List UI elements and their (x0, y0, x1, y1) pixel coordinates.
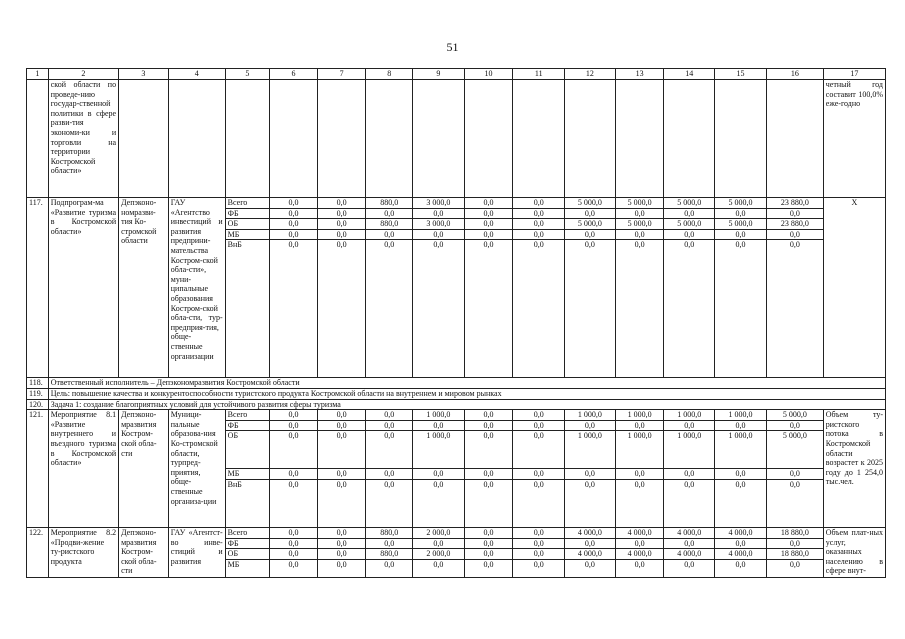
amount-cell: 1 000,0 (412, 431, 464, 469)
amount-cell: 0,0 (464, 549, 513, 560)
amount-cell: 0,0 (513, 219, 565, 230)
amount-cell: 0,0 (715, 420, 767, 431)
amount-cell: 0,0 (664, 420, 715, 431)
empty-cell (664, 80, 715, 198)
amount-cell: 0,0 (366, 410, 413, 421)
amount-cell: 0,0 (412, 479, 464, 527)
amount-cell: 0,0 (513, 208, 565, 219)
amount-cell: 0,0 (565, 208, 616, 219)
amount-cell: 0,0 (464, 229, 513, 240)
empty-cell (225, 80, 270, 198)
amount-cell: 0,0 (513, 559, 565, 577)
funding-source: ФБ (225, 420, 270, 431)
responsible-executor: Депэконо-номразви-тия Ко-стромской области (119, 198, 169, 378)
amount-cell: 1 000,0 (615, 410, 664, 421)
amount-cell: 0,0 (664, 208, 715, 219)
amount-cell: 0,0 (317, 240, 366, 378)
amount-cell: 0,0 (715, 559, 767, 577)
participants: Муници-пальные образова-ния Ко-стромской области, турпред-приятия, обще-ственные организа-ции (168, 410, 225, 528)
funding-source: Всего (225, 527, 270, 538)
amount-cell: 0,0 (664, 479, 715, 527)
column-header-5: 5 (225, 69, 270, 80)
amount-cell: 0,0 (366, 240, 413, 378)
empty-cell (168, 80, 225, 198)
measure-name: Мероприятие 8.2 «Продви-жение ту-ристского продукта (48, 527, 118, 577)
amount-cell: 0,0 (513, 240, 565, 378)
amount-cell: 0,0 (615, 240, 664, 378)
amount-cell: 0,0 (270, 479, 318, 527)
amount-cell: 1 000,0 (412, 410, 464, 421)
amount-cell: 0,0 (464, 527, 513, 538)
amount-cell: 5 000,0 (766, 410, 823, 421)
header-row (27, 69, 886, 80)
funding-source: Всего (225, 198, 270, 209)
amount-cell: 0,0 (464, 538, 513, 549)
amount-cell: 0,0 (366, 229, 413, 240)
column-header-2: 2 (48, 69, 118, 80)
amount-cell: 0,0 (513, 469, 565, 480)
amount-cell: 0,0 (715, 229, 767, 240)
amount-cell: 0,0 (366, 559, 413, 577)
empty-cell (27, 80, 49, 198)
responsible-executor: Депэконо-мразвития Костром-ской обла-сти (119, 527, 169, 577)
amount-cell: 0,0 (766, 469, 823, 480)
amount-cell: 0,0 (317, 420, 366, 431)
target-indicator: Объем плат-ных услуг, оказанных населению в сфере внут- (823, 527, 885, 577)
amount-cell: 880,0 (366, 549, 413, 560)
target-indicator: Объем ту-ристского потока в Костромской области возрастет к 2025 году до 1 254,0 тыс.чел. (823, 410, 885, 528)
amount-cell: 0,0 (766, 479, 823, 527)
amount-cell: 0,0 (664, 240, 715, 378)
target-indicator: Х (823, 198, 885, 378)
amount-cell: 0,0 (513, 479, 565, 527)
amount-cell: 0,0 (270, 208, 318, 219)
amount-cell: 0,0 (565, 538, 616, 549)
amount-cell: 0,0 (565, 229, 616, 240)
amount-cell: 0,0 (270, 240, 318, 378)
amount-cell: 5 000,0 (766, 431, 823, 469)
participants: ГАУ «Агентство инвестиций и развития предприни-мательства Костром-ской обла-сти», муни-ципальные образования Костром-ской обла-сти, тур-предприя-тия, обще-ственные организации (168, 198, 225, 378)
amount-cell: 0,0 (412, 240, 464, 378)
amount-cell: 0,0 (464, 559, 513, 577)
empty-cell (565, 80, 616, 198)
amount-cell: 0,0 (565, 420, 616, 431)
amount-cell: 0,0 (464, 479, 513, 527)
amount-cell: 5 000,0 (664, 219, 715, 230)
amount-cell: 4 000,0 (664, 527, 715, 538)
amount-cell: 0,0 (615, 479, 664, 527)
amount-cell: 0,0 (615, 420, 664, 431)
amount-cell: 0,0 (766, 240, 823, 378)
amount-cell: 0,0 (270, 538, 318, 549)
amount-cell: 0,0 (412, 420, 464, 431)
amount-cell: 0,0 (317, 479, 366, 527)
amount-cell: 0,0 (317, 549, 366, 560)
r122-subrow (27, 527, 886, 538)
budget-table (26, 68, 886, 578)
amount-cell: 18 880,0 (766, 527, 823, 538)
column-header-17: 17 (823, 69, 885, 80)
empty-cell (317, 80, 366, 198)
column-header-10: 10 (464, 69, 513, 80)
row-number: 119. (27, 388, 49, 399)
amount-cell: 0,0 (317, 208, 366, 219)
row-number: 118. (27, 378, 49, 389)
funding-source: ВнБ (225, 240, 270, 378)
amount-cell: 4 000,0 (664, 549, 715, 560)
column-header-11: 11 (513, 69, 565, 80)
empty-cell (366, 80, 413, 198)
amount-cell: 0,0 (464, 219, 513, 230)
funding-source: МБ (225, 559, 270, 577)
empty-cell (615, 80, 664, 198)
amount-cell: 0,0 (464, 208, 513, 219)
r120-row (27, 399, 886, 410)
amount-cell: 1 000,0 (565, 431, 616, 469)
amount-cell: 0,0 (615, 229, 664, 240)
amount-cell: 0,0 (513, 527, 565, 538)
amount-cell: 0,0 (766, 559, 823, 577)
column-header-8: 8 (366, 69, 413, 80)
amount-cell: 0,0 (715, 538, 767, 549)
amount-cell: 1 000,0 (715, 410, 767, 421)
amount-cell: 5 000,0 (715, 219, 767, 230)
amount-cell: 1 000,0 (565, 410, 616, 421)
section-text: Ответственный исполнитель – Депэкономразвития Костромской области (48, 378, 885, 389)
amount-cell: 0,0 (317, 527, 366, 538)
amount-cell: 0,0 (715, 240, 767, 378)
amount-cell: 0,0 (317, 431, 366, 469)
amount-cell: 0,0 (317, 229, 366, 240)
amount-cell: 0,0 (412, 538, 464, 549)
continuation-name: ской области по проведе-нию государ-ственной политики в сфере разви-тия экономи-ки и торговли на территории Костромской области» (48, 80, 118, 198)
amount-cell: 0,0 (464, 240, 513, 378)
amount-cell: 880,0 (366, 219, 413, 230)
amount-cell: 0,0 (412, 208, 464, 219)
column-header-13: 13 (615, 69, 664, 80)
r118-row (27, 378, 886, 389)
funding-source: МБ (225, 229, 270, 240)
responsible-executor: Депэконо-мразвития Костром-ской обла-сти (119, 410, 169, 528)
row-number: 122. (27, 527, 49, 577)
amount-cell: 4 000,0 (715, 549, 767, 560)
amount-cell: 0,0 (565, 559, 616, 577)
amount-cell: 0,0 (513, 410, 565, 421)
amount-cell: 5 000,0 (664, 198, 715, 209)
section-text: Задача 1: создание благоприятных условий для устойчивого развития сферы туризма (48, 399, 885, 410)
empty-cell (412, 80, 464, 198)
amount-cell: 4 000,0 (565, 527, 616, 538)
amount-cell: 2 000,0 (412, 549, 464, 560)
funding-source: Всего (225, 410, 270, 421)
amount-cell: 0,0 (513, 229, 565, 240)
amount-cell: 0,0 (766, 229, 823, 240)
funding-source: ФБ (225, 208, 270, 219)
column-header-3: 3 (119, 69, 169, 80)
r119-row (27, 388, 886, 399)
amount-cell: 0,0 (317, 410, 366, 421)
amount-cell: 0,0 (270, 469, 318, 480)
amount-cell: 1 000,0 (715, 431, 767, 469)
participants: ГАУ «Агентст-во инве-стиций и развития (168, 527, 225, 577)
column-header-1: 1 (27, 69, 49, 80)
amount-cell: 0,0 (412, 229, 464, 240)
empty-cell (715, 80, 767, 198)
amount-cell: 0,0 (615, 208, 664, 219)
amount-cell: 0,0 (270, 527, 318, 538)
amount-cell: 5 000,0 (565, 219, 616, 230)
column-header-15: 15 (715, 69, 767, 80)
amount-cell: 1 000,0 (664, 431, 715, 469)
amount-cell: 0,0 (715, 469, 767, 480)
amount-cell: 0,0 (270, 559, 318, 577)
row-number: 117. (27, 198, 49, 378)
amount-cell: 3 000,0 (412, 219, 464, 230)
r121-subrow (27, 410, 886, 421)
empty-cell (464, 80, 513, 198)
amount-cell: 0,0 (366, 469, 413, 480)
amount-cell: 0,0 (513, 420, 565, 431)
empty-cell (513, 80, 565, 198)
column-header-12: 12 (565, 69, 616, 80)
funding-source: ФБ (225, 538, 270, 549)
amount-cell: 0,0 (565, 479, 616, 527)
amount-cell: 0,0 (513, 431, 565, 469)
amount-cell: 3 000,0 (412, 198, 464, 209)
amount-cell: 0,0 (766, 208, 823, 219)
amount-cell: 23 880,0 (766, 219, 823, 230)
amount-cell: 0,0 (366, 420, 413, 431)
amount-cell: 0,0 (317, 469, 366, 480)
amount-cell: 0,0 (464, 420, 513, 431)
amount-cell: 0,0 (270, 431, 318, 469)
amount-cell: 0,0 (715, 479, 767, 527)
amount-cell: 0,0 (270, 219, 318, 230)
amount-cell: 1 000,0 (664, 410, 715, 421)
amount-cell: 0,0 (317, 538, 366, 549)
amount-cell: 0,0 (270, 549, 318, 560)
amount-cell: 0,0 (464, 410, 513, 421)
amount-cell: 0,0 (317, 559, 366, 577)
measure-name: Подпрограм-ма «Развитие туризма в Костромской области» (48, 198, 118, 378)
amount-cell: 4 000,0 (615, 527, 664, 538)
amount-cell: 5 000,0 (715, 198, 767, 209)
amount-cell: 1 000,0 (615, 431, 664, 469)
amount-cell: 4 000,0 (615, 549, 664, 560)
column-header-4: 4 (168, 69, 225, 80)
column-header-14: 14 (664, 69, 715, 80)
amount-cell: 0,0 (317, 219, 366, 230)
funding-source: ВнБ (225, 479, 270, 527)
amount-cell: 0,0 (513, 538, 565, 549)
amount-cell: 0,0 (664, 559, 715, 577)
amount-cell: 880,0 (366, 527, 413, 538)
amount-cell: 0,0 (664, 229, 715, 240)
amount-cell: 0,0 (766, 420, 823, 431)
amount-cell: 0,0 (664, 538, 715, 549)
continuation-row (27, 80, 886, 198)
column-header-6: 6 (270, 69, 318, 80)
amount-cell: 0,0 (464, 431, 513, 469)
amount-cell: 0,0 (270, 420, 318, 431)
amount-cell: 0,0 (565, 469, 616, 480)
amount-cell: 5 000,0 (615, 219, 664, 230)
amount-cell: 4 000,0 (715, 527, 767, 538)
amount-cell: 0,0 (615, 469, 664, 480)
amount-cell: 0,0 (565, 240, 616, 378)
amount-cell: 0,0 (715, 208, 767, 219)
measure-name: Мероприятие 8.1 «Развитие внутреннего и въездного туризма в Костромской области» (48, 410, 118, 528)
amount-cell: 0,0 (366, 479, 413, 527)
empty-cell (119, 80, 169, 198)
row-number: 121. (27, 410, 49, 528)
amount-cell: 0,0 (464, 469, 513, 480)
amount-cell: 0,0 (412, 469, 464, 480)
amount-cell: 0,0 (270, 410, 318, 421)
amount-cell: 0,0 (513, 198, 565, 209)
amount-cell: 0,0 (412, 559, 464, 577)
amount-cell: 0,0 (366, 431, 413, 469)
funding-source: МБ (225, 469, 270, 480)
column-header-7: 7 (317, 69, 366, 80)
page-number: 51 (446, 40, 459, 54)
amount-cell: 23 880,0 (766, 198, 823, 209)
amount-cell: 0,0 (270, 229, 318, 240)
empty-cell (766, 80, 823, 198)
amount-cell: 5 000,0 (615, 198, 664, 209)
continuation-indicator: четный год составит 100,0% еже-годно (823, 80, 885, 198)
column-header-16: 16 (766, 69, 823, 80)
amount-cell: 0,0 (366, 208, 413, 219)
amount-cell: 18 880,0 (766, 549, 823, 560)
funding-source: ОБ (225, 219, 270, 230)
amount-cell: 880,0 (366, 198, 413, 209)
amount-cell: 5 000,0 (565, 198, 616, 209)
amount-cell: 0,0 (513, 549, 565, 560)
amount-cell: 4 000,0 (565, 549, 616, 560)
amount-cell: 0,0 (317, 198, 366, 209)
amount-cell: 0,0 (464, 198, 513, 209)
amount-cell: 0,0 (615, 538, 664, 549)
section-text: Цель: повышение качества и конкурентоспособности туристского продукта Костромской области на внутреннем и мировом рынках (48, 388, 885, 399)
amount-cell: 0,0 (615, 559, 664, 577)
funding-source: ОБ (225, 549, 270, 560)
amount-cell: 0,0 (766, 538, 823, 549)
column-header-9: 9 (412, 69, 464, 80)
amount-cell: 0,0 (664, 469, 715, 480)
empty-cell (270, 80, 318, 198)
amount-cell: 0,0 (270, 198, 318, 209)
amount-cell: 0,0 (366, 538, 413, 549)
funding-source: ОБ (225, 431, 270, 469)
amount-cell: 2 000,0 (412, 527, 464, 538)
row-number: 120. (27, 399, 49, 410)
r117-subrow (27, 198, 886, 209)
